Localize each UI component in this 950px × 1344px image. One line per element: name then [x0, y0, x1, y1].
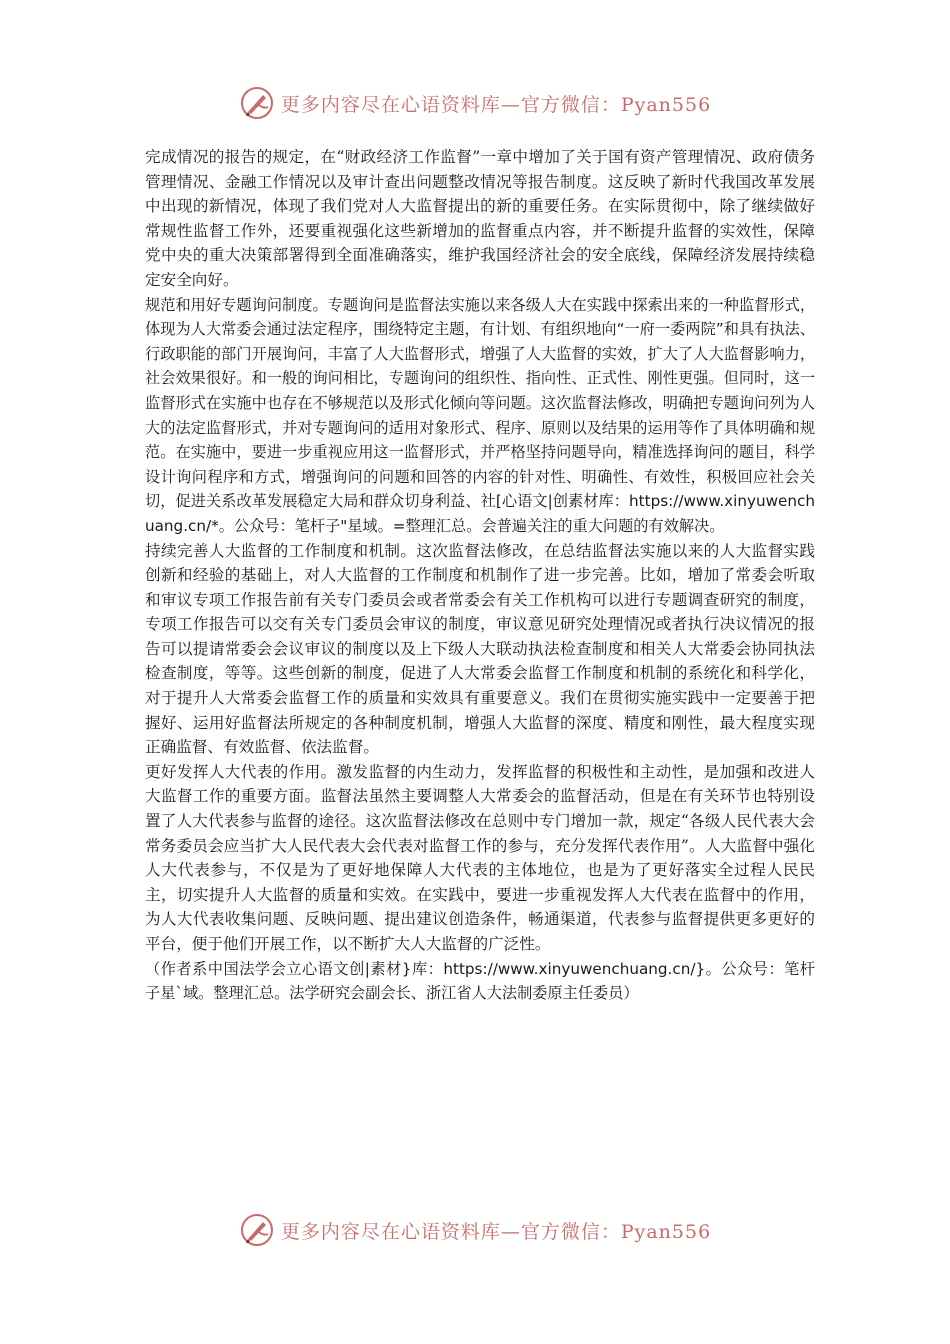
- paragraph: 规范和用好专题询问制度。专题询问是监督法实施以来各级人大在实践中探索出来的一种监督形式，体现为人大常委会通过法定程序，围绕特定主题，有计划、有组织地向“一府一委两院”和具有执法、行政职能的部门开展询问，丰富了人大监督形式，增强了人大监督的实效，扩大了人大监督影响力，社会效果很好。和一般的询问相比，专题询问的组织性、指向性、正式性、刚性更强。但同时，这一监督形式在实施中也存在不够规范以及形式化倾向等问题。这次监督法修改，明确把专题询问列为人大的法定监督形式，并对专题询问的适用对象形式、程序、原则以及结果的运用等作了具体明确和规范。在实施中，要进一步重视应用这一监督形式，并严格坚持问题导向，精准选择询问的题目，科学设计询问程序和方式，增强询问的问题和回答的内容的针对性、明确性、有效性，积极回应社会关切，促进关系改革发展稳定大局和群众切身利益、社[心语文|创素材库：https://www.xinyuwenchuang.cn/*。公众号：笔杆子"星域。=整理汇总。会普遍关注的重大问题的有效解决。: [145, 295, 815, 535]
- pen-logo-icon: [239, 85, 275, 121]
- footer-banner: [0, 1210, 950, 1250]
- banner-text: 更多内容尽在心语资料库—官方微信：Pyan556: [280, 1220, 712, 1243]
- pen-logo-icon: [239, 1212, 275, 1248]
- author-note: （作者系中国法学会立心语文创|素材}库：https://www.xinyuwenchuang.cn/}。公众号：笔杆子星`域。整理汇总。法学研究会副会长、浙江省人大法制委原主任委员）: [145, 959, 815, 1003]
- paragraph: 更好发挥人大代表的作用。激发监督的内生动力，发挥监督的积极性和主动性，是加强和改进人大监督工作的重要方面。监督法虽然主要调整人大常委会的监督活动，但是在有关环节也特别设置了人大代表参与监督的途径。这次监督法修改在总则中专门增加一款，规定“各级人民代表大会常务委员会应当扩大人民代表大会代表对监督工作的参与，充分发挥代表作用”。人大监督中强化人大代表参与，不仅是为了更好地保障人大代表的主体地位，也是为了更好落实全过程人民民主，切实提升人大监督的质量和实效。在实践中，要进一步重视发挥人大代表在监督中的作用，为人大代表收集问题、反映问题、提出建议创造条件，畅通渠道，代表参与监督提供更多更好的平台，便于他们开展工作，以不断扩大人大监督的广泛性。: [145, 762, 815, 953]
- banner-text: 更多内容尽在心语资料库—官方微信：Pyan556: [280, 93, 712, 116]
- paragraph: 完成情况的报告的规定，在“财政经济工作监督”一章中增加了关于国有资产管理情况、政府债务管理情况、金融工作情况以及审计查出问题整改情况等报告制度。这反映了新时代我国改革发展中出现的新情况，体现了我们党对人大监督提出的新的重要任务。在实际贯彻中，除了继续做好常规性监督工作外，还要重视强化这些新增加的监督重点内容，并不断提升监督的实效性，保障党中央的重大决策部署得到全面准确落实，维护我国经济社会的安全底线，保障经济发展持续稳定安全向好。: [145, 148, 815, 289]
- document-body: [145, 145, 815, 1006]
- header-banner: [0, 83, 950, 123]
- paragraph: 持续完善人大监督的工作制度和机制。这次监督法修改，在总结监督法实施以来的人大监督实践创新和经验的基础上，对人大监督的工作制度和机制作了进一步完善。比如，增加了常委会听取和审议专项工作报告前有关专门委员会或者常委会有关工作机构可以进行专题调查研究的制度，专项工作报告可以交有关专门委员会审议的制度，审议意见研究处理情况或者执行决议情况的报告可以提请常委会会议审议的制度以及上下级人大联动执法检查制度和相关人大常委会协同执法检查制度，等等。这些创新的制度，促进了人大常委会监督工作制度和机制的系统化和科学化，对于提升人大常委会监督工作的质量和实效具有重要意义。我们在贯彻实施实践中一定要善于把握好、运用好监督法所规定的各种制度机制，增强人大监督的深度、精度和刚性，最大程度实现正确监督、有效监督、依法监督。: [145, 541, 815, 757]
